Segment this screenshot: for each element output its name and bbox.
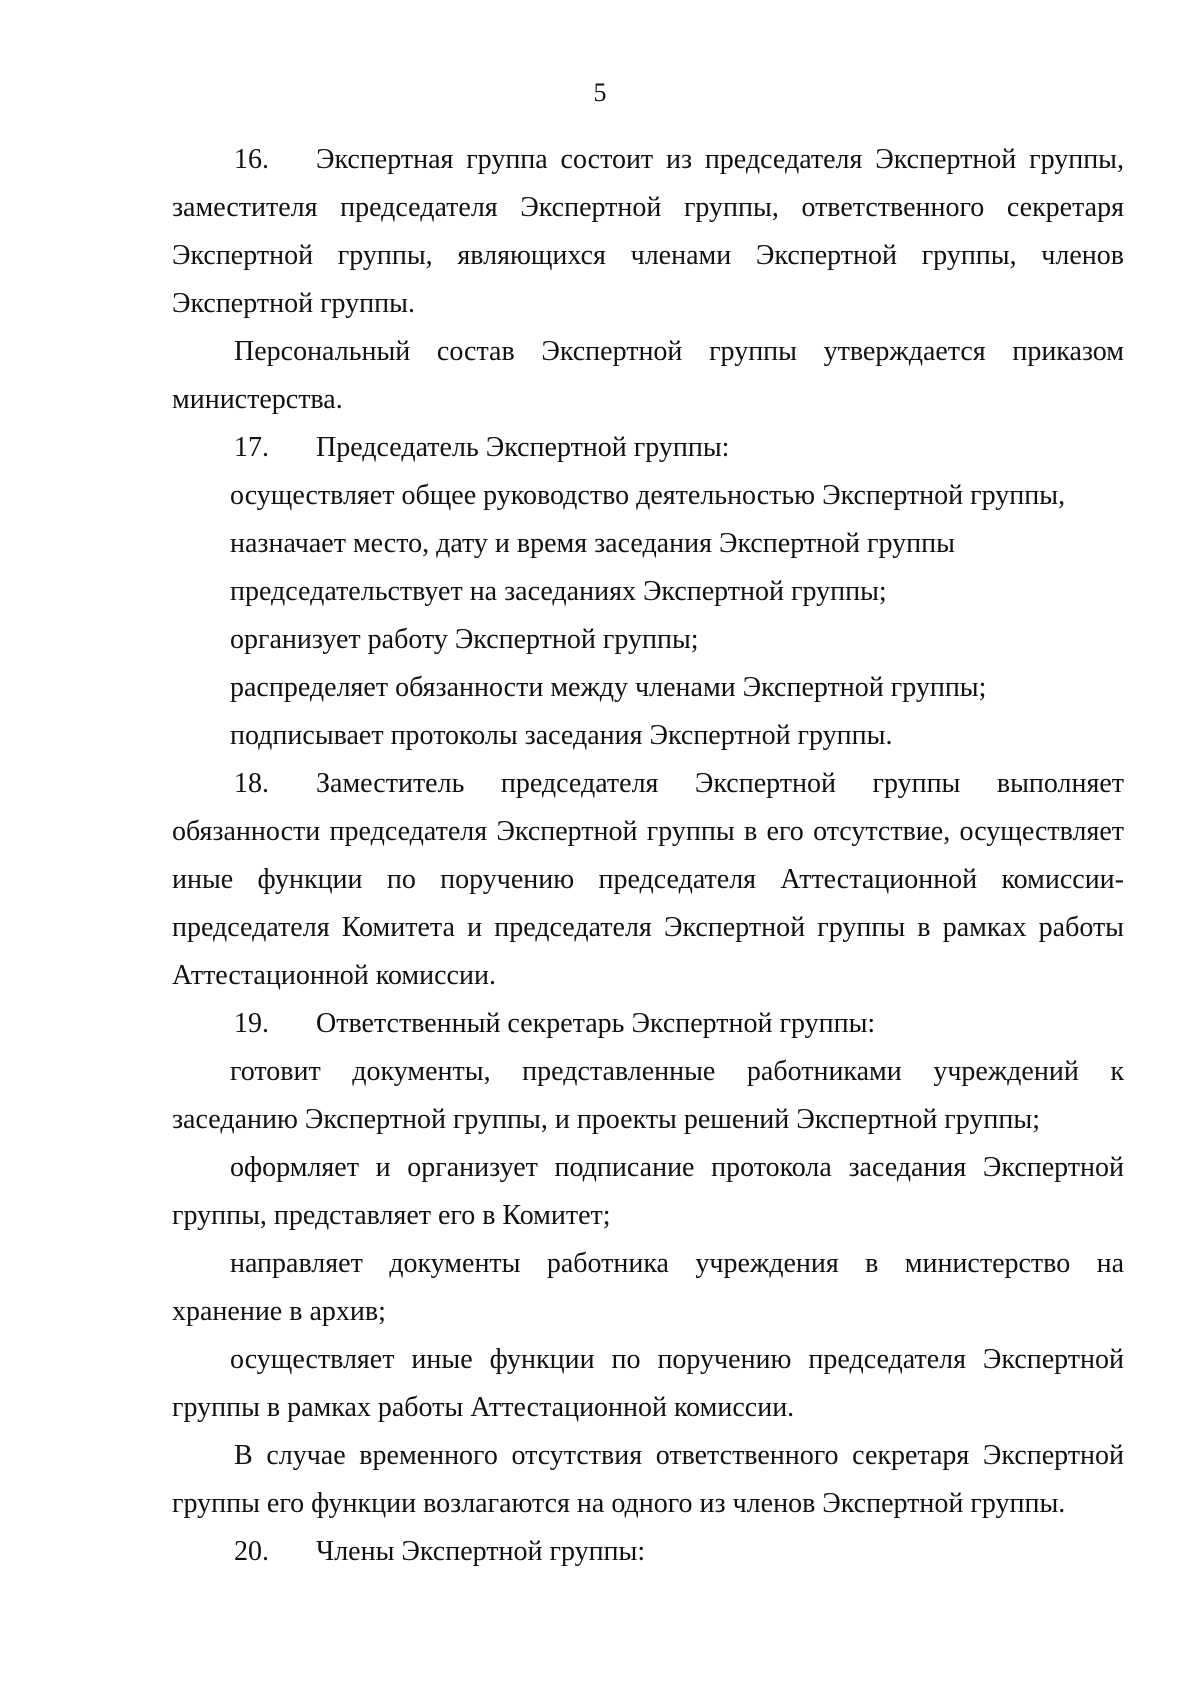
paragraph-19 bbox=[172, 1000, 1124, 1048]
paragraph-18 bbox=[172, 760, 1124, 1000]
list-item: направляет документы работника учреждения в министерство на хранение в архив; bbox=[172, 1248, 1124, 1327]
paragraph-19-continued: В случае временного отсутствия ответственного секретаря Экспертной группы его функции возлагаются на одного из членов Экспертной группы. bbox=[172, 1440, 1124, 1519]
list-item: председательствует на заседаниях Экспертной группы; bbox=[230, 576, 887, 607]
paragraph-20 bbox=[172, 1528, 1124, 1576]
paragraph-number: 16. bbox=[234, 144, 269, 175]
paragraph-number: 18. bbox=[234, 768, 269, 799]
list-item: осуществляет иные функции по поручению председателя Экспертной группы в рамках работы Аттестационной комиссии. bbox=[172, 1344, 1124, 1423]
paragraph-text: Экспертная группа состоит из председателя Экспертной группы, заместителя председателя Экспертной группы, ответственного секретаря Экспертной группы, являющихся членами Экспертной группы, членов Экспертной группы. bbox=[172, 144, 1124, 319]
list-item: осуществляет общее руководство деятельностью Экспертной группы, bbox=[230, 480, 1066, 511]
list-item: подписывает протоколы заседания Экспертной группы. bbox=[230, 720, 893, 751]
page-number: 5 bbox=[593, 78, 607, 107]
paragraph-16 bbox=[172, 136, 1124, 328]
paragraph-text: Заместитель председателя Экспертной группы выполняет обязанности председателя Экспертной группы в его отсутствие, осуществляет иные функции по поручению председателя Аттестационной комиссии-председателя Комитета и председателя Экспертной группы в рамках работы Аттестационной комиссии. bbox=[172, 768, 1124, 991]
paragraph-number: 20. bbox=[234, 1536, 269, 1567]
list-item: назначает место, дату и время заседания Экспертной группы bbox=[230, 528, 955, 559]
list-item: оформляет и организует подписание протокола заседания Экспертной группы, представляет его в Комитет; bbox=[172, 1152, 1124, 1231]
paragraph-number: 19. bbox=[234, 1008, 269, 1039]
list-item: распределяет обязанности между членами Экспертной группы; bbox=[230, 672, 987, 703]
paragraph-text: Председатель Экспертной группы: bbox=[316, 432, 730, 463]
list-item: организует работу Экспертной группы; bbox=[230, 624, 699, 655]
paragraph-17 bbox=[172, 424, 1124, 472]
paragraph-text: Ответственный секретарь Экспертной группы: bbox=[316, 1008, 876, 1039]
paragraph-16-continued: Персональный состав Экспертной группы утверждается приказом министерства. bbox=[172, 336, 1124, 415]
document-body bbox=[172, 136, 1124, 1576]
paragraph-text: Члены Экспертной группы: bbox=[316, 1536, 646, 1567]
list-item: готовит документы, представленные работниками учреждений к заседанию Экспертной группы, и проекты решений Экспертной группы; bbox=[172, 1056, 1124, 1135]
paragraph-number: 17. bbox=[234, 432, 269, 463]
